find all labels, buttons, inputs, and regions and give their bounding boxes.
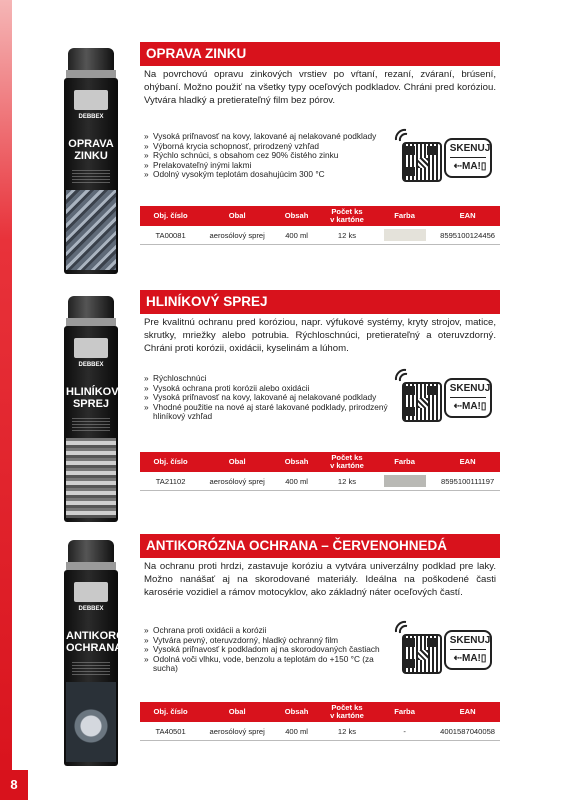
col-header: Obsah [273, 206, 320, 226]
product-can-image [60, 48, 122, 278]
can-title-text: OPRAVA ZINKU [68, 138, 114, 162]
cell-ean: 4001587040058 [435, 722, 500, 741]
scan-label-line1: SKENUJ [449, 383, 491, 394]
cell-pocet: 12 ks [320, 722, 374, 741]
scan-label-line2: ⇠MA!▯ [453, 653, 487, 664]
cell-obal: aerosólový sprej [201, 722, 273, 741]
color-swatch [384, 229, 426, 241]
feature-item: » Rýchloschnúci [144, 374, 394, 384]
feature-item: » Vysoká priľnavosť k podkladom aj na skorodovaných častiach [144, 645, 394, 655]
feature-item: » Rýchlo schnúci, s obsahom cez 90% čistého zinku [144, 151, 394, 161]
product-oprava-zinku [60, 42, 500, 252]
col-header: Počet ks v kartóne [320, 206, 374, 226]
feature-item: » Výborná krycia schopnosť, prirodzený vzhľad [144, 142, 394, 152]
cell-ean: 8595100111197 [435, 472, 500, 491]
cell-pocet: 12 ks [320, 472, 374, 491]
feature-item: » Odolná voči vlhku, vode, benzolu a teplotám do +150 °C (za sucha) [144, 655, 394, 674]
table-header-row [140, 702, 500, 722]
col-header: Obsah [273, 452, 320, 472]
cell-obj: TA40501 [140, 722, 201, 741]
cell-obsah: 400 ml [273, 226, 320, 245]
spec-table [140, 452, 500, 491]
scan-qr-block[interactable] [392, 126, 498, 186]
product-antikorozna-ochrana [60, 534, 500, 756]
can-title-text: ANTIKOROZNÍ OCHRANA [66, 630, 143, 654]
feature-item: » Vysoká ochrana proti korózii alebo oxidácii [144, 384, 394, 394]
brand-logo [74, 582, 108, 602]
col-header: Obsah [273, 702, 320, 722]
product-description: Na ochranu proti hrdzi, zastavuje koróziu a vytvára univerzálny podklad pre laky. Možno nanášať aj na skorodované materiály. Ideálna na poškodené časti karosérie vozidiel a rámov motocyklov, ako základný náter oceľových častí. [144, 561, 496, 598]
feature-list [144, 374, 394, 422]
feature-item: » Ochrana proti oxidácii a korózii [144, 626, 394, 636]
col-header: Obj. číslo [140, 206, 201, 226]
cell-farba [374, 472, 435, 491]
qr-code-icon[interactable] [402, 634, 442, 674]
product-heading: HLINÍKOVÝ SPREJ [140, 290, 500, 314]
feature-list [144, 132, 394, 180]
feature-item: » Vytvára pevný, oteruvzdorný, hladký ochranný film [144, 636, 394, 646]
col-header: EAN [435, 206, 500, 226]
spec-table [140, 206, 500, 245]
scan-label-line2: ⇠MA!▯ [453, 401, 487, 412]
feature-list [144, 626, 394, 674]
col-header: Farba [374, 206, 435, 226]
cell-obsah: 400 ml [273, 722, 320, 741]
col-header: Obal [201, 702, 273, 722]
table-header-row [140, 206, 500, 226]
page-edge-decoration [0, 0, 12, 800]
qr-code-icon[interactable] [402, 382, 442, 422]
cell-obal: aerosólový sprej [201, 472, 273, 491]
col-header: Farba [374, 452, 435, 472]
scan-label-line2: ⇠MA!▯ [453, 161, 487, 172]
col-header: Obj. číslo [140, 452, 201, 472]
brand-logo [74, 90, 108, 110]
cell-pocet: 12 ks [320, 226, 374, 245]
can-brand-text: DEBBEX [78, 606, 104, 612]
product-heading: ANTIKORÓZNA OCHRANA – ČERVENOHNEDÁ [140, 534, 500, 558]
can-brand-text: DEBBEX [78, 362, 104, 368]
col-header: Obal [201, 452, 273, 472]
feature-item: » Vhodné použitie na nové aj staré lakované podklady, prirodzený hliníkový vzhľad [144, 403, 394, 422]
qr-code-icon[interactable] [402, 142, 442, 182]
cell-obj: TA00081 [140, 226, 201, 245]
brand-logo [74, 338, 108, 358]
table-row [140, 472, 500, 491]
scan-me-badge [444, 630, 492, 670]
cell-obsah: 400 ml [273, 472, 320, 491]
product-hlinikovy-sprej [60, 290, 500, 500]
product-description: Pre kvalitnú ochranu pred koróziou, napr. výfukové systémy, kryty strojov, matice, skrutky, mriežky alebo potrubia. Rýchloschnúci, pretierateľný a oteruvzdorný. Chráni proti korózii, oxidácii, kyselinám a lúhom. [144, 317, 496, 354]
product-can-image [60, 540, 143, 770]
scan-me-badge [444, 378, 492, 418]
col-header: EAN [435, 452, 500, 472]
col-header: Obj. číslo [140, 702, 201, 722]
can-brand-text: DEBBEX [78, 114, 104, 120]
page-number: 8 [0, 770, 28, 800]
cell-farba: - [374, 722, 435, 741]
spec-table [140, 702, 500, 741]
table-row [140, 722, 500, 741]
color-swatch [384, 475, 426, 487]
col-header: Farba [374, 702, 435, 722]
cell-ean: 8595100124456 [435, 226, 500, 245]
col-header: Počet ks v kartóne [320, 702, 374, 722]
scan-qr-block[interactable] [392, 618, 498, 678]
scan-label-line1: SKENUJ [449, 635, 491, 646]
table-header-row [140, 452, 500, 472]
product-can-image [60, 296, 126, 526]
feature-item: » Vysoká priľnavosť na kovy, lakované aj nelakované podklady [144, 132, 394, 142]
feature-item: » Prelakovateľný inými lakmi [144, 161, 394, 171]
cell-farba [374, 226, 435, 245]
can-title-text: HLINÍKOVÝ SPREJ [66, 386, 126, 410]
cell-obal: aerosólový sprej [201, 226, 273, 245]
feature-item: » Vysoká priľnavosť na kovy, lakované aj nelakované podklady [144, 393, 394, 403]
product-heading: OPRAVA ZINKU [140, 42, 500, 66]
table-row [140, 226, 500, 245]
scan-me-badge [444, 138, 492, 178]
cell-obj: TA21102 [140, 472, 201, 491]
product-description: Na povrchovú opravu zinkových vrstiev po vŕtaní, rezaní, zváraní, brúsení, ohýbaní. Možno použiť na všetky typy oceľových podkladov. Chráni pred koróziou. Vytvára hladký a pretierateľný film bez pórov. [144, 69, 496, 106]
feature-item: » Odolný vysokým teplotám dosahujúcim 300 °C [144, 170, 394, 180]
scan-label-line1: SKENUJ [449, 143, 491, 154]
col-header: EAN [435, 702, 500, 722]
col-header: Obal [201, 206, 273, 226]
col-header: Počet ks v kartóne [320, 452, 374, 472]
scan-qr-block[interactable] [392, 366, 498, 426]
